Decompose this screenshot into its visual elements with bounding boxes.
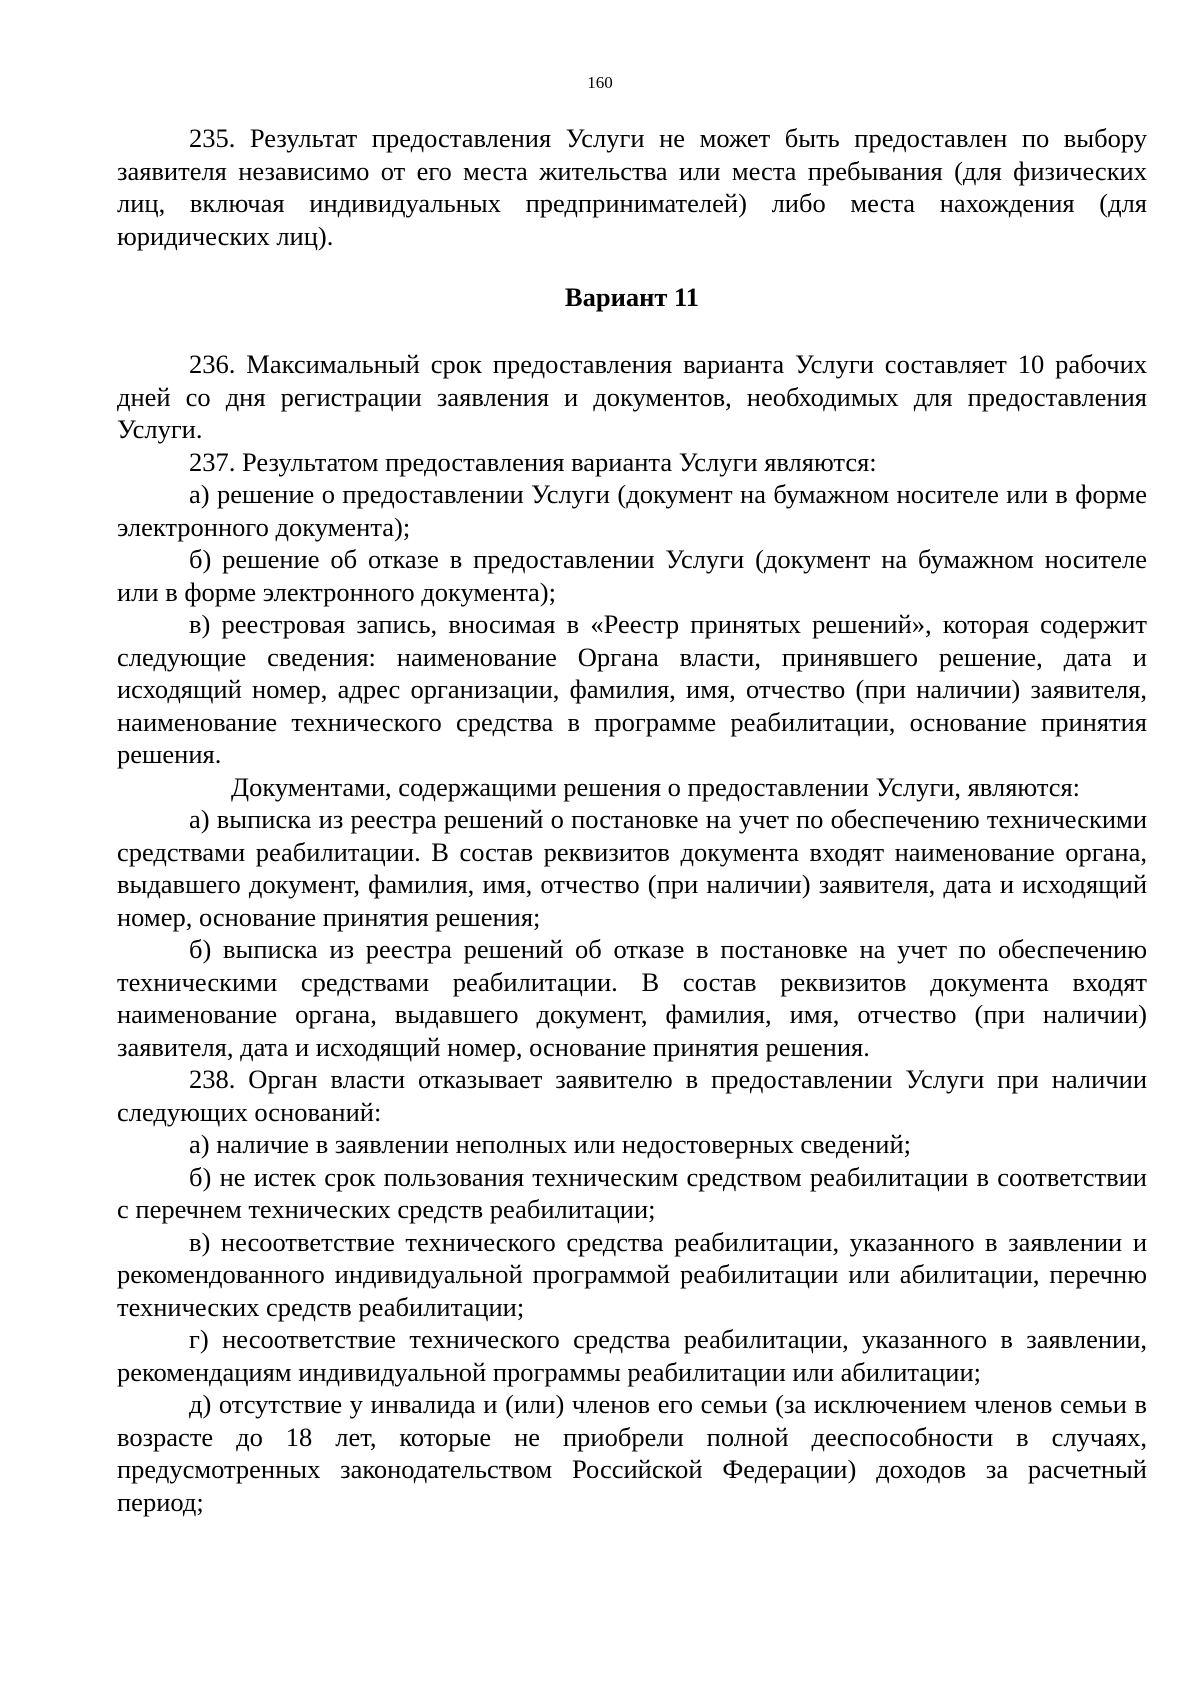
list-item-238-v: в) несоответствие технического средства реабилитации, указанного в заявлении и рекомендованного индивидуальной программой реабилитации или абилитации, перечню технических средств реабилитации;: [117, 1226, 1147, 1322]
list-item-237-v: в) реестровая запись, вносимая в «Реестр принятых решений», которая содержит следующие сведения: наименование Органа власти, принявшего решение, дата и исходящий номер, адрес организации, фамилия, имя, отчество (при наличии) заявителя, наименование технического средства в программе реабилитации, основание принятия решения.: [117, 609, 1147, 769]
list-item-238-b: б) не истек срок пользования техническим средством реабилитации в соответствии с перечнем технических средств реабилитации;: [117, 1161, 1147, 1224]
documents-item-a: а) выписка из реестра решений о постановке на учет по обеспечению техническими средствами реабилитации. В состав реквизитов документа входят наименование органа, выдавшего документ, фамилия, имя, отчество (при наличии) заявителя, дата и исходящий номер, основание принятия решения;: [117, 804, 1147, 932]
list-item-238-a: а) наличие в заявлении неполных или недостоверных сведений;: [189, 1129, 912, 1159]
paragraph-236: 236. Максимальный срок предоставления варианта Услуги составляет 10 рабочих дней со дня регистрации заявления и документов, необходимых для предоставления Услуги.: [117, 349, 1147, 444]
list-item-238-d: д) отсутствие у инвалида и (или) членов его семьи (за исключением членов семьи в возрасте до 18 лет, которые не приобрели полной дееспособности в случаях, предусмотренных законодательством Российской Федерации) доходов за расчетный период;: [117, 1389, 1147, 1517]
intro-block: [117, 122, 1147, 252]
page-number: 160: [587, 73, 613, 92]
section-body: [117, 348, 1147, 1518]
list-item-237-b: б) решение об отказе в предоставлении Услуги (документ на бумажном носителе или в форме электронного документа);: [117, 544, 1147, 607]
paragraph-238: 238. Орган власти отказывает заявителю в предоставлении Услуги при наличии следующих оснований:: [117, 1064, 1147, 1127]
list-item-238-g: г) несоответствие технического средства реабилитации, указанного в заявлении, рекомендациям индивидуальной программы реабилитации или абилитации;: [117, 1324, 1147, 1387]
documents-intro-paragraph: Документами, содержащими решения о предоставлении Услуги, являются:: [231, 771, 1081, 802]
paragraph-237: 237. Результатом предоставления варианта Услуги являются:: [189, 446, 877, 477]
paragraph-235: 235. Результат предоставления Услуги не может быть предоставлен по выбору заявителя независимо от его места жительства или места пребывания (для физических лиц, включая индивидуальных предпринимателей) либо места нахождения (для юридических лиц).: [117, 123, 1147, 251]
documents-item-b: б) выписка из реестра решений об отказе в постановке на учет по обеспечению техническими средствами реабилитации. В состав реквизитов документа входят наименование органа, выдавшего документ, фамилия, имя, отчество (при наличии) заявителя, дата и исходящий номер, основание принятия решения.: [117, 934, 1147, 1062]
section-heading: Вариант 11: [564, 282, 700, 312]
list-item-237-a: а) решение о предоставлении Услуги (документ на бумажном носителе или в форме электронного документа);: [117, 479, 1147, 542]
